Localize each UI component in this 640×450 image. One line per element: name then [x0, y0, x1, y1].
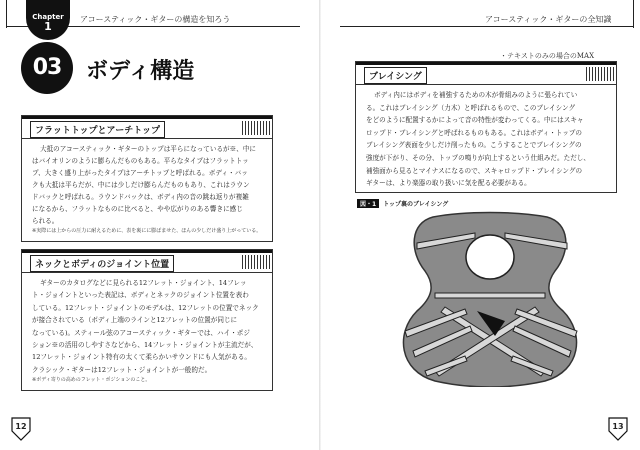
figure-caption: トップ裏のブレイシング — [383, 201, 449, 208]
decorative-stripes — [242, 121, 272, 135]
text-line: クラシック・ギターは12フレット・ジョイントが一般的だ。 — [32, 365, 212, 374]
page-number-text: 12 — [15, 422, 27, 431]
text-line: はバイオリンのように膨らんだものもある。平らなタイプはフラットトッ — [32, 157, 249, 165]
text-line: 強度が下がり、その分、トップの鳴りが向上するという仕組みだ。ただし、 — [366, 153, 590, 162]
text-line: になるから、フラットなものに比べると、やや広がりのある響きに感じ — [32, 205, 243, 213]
text-line: ドバックと呼ばれる。ラウンドバックは、ボディ内の音の跳ね返りが複雑 — [32, 193, 249, 201]
figure-key: 図・1 — [357, 199, 379, 208]
page-number-left — [11, 417, 31, 441]
box-header — [356, 62, 616, 85]
text-line: が接合されている（ボディ上端のラインと12フレットの位置が同じに — [32, 316, 238, 325]
section-title: ボディ構造 — [86, 59, 195, 84]
box-body — [22, 139, 272, 227]
guitar-bracing-illustration — [395, 211, 585, 387]
chapter-badge — [26, 0, 70, 40]
box-body — [22, 273, 272, 376]
box-bracing — [355, 61, 617, 193]
decorative-stripes — [242, 255, 272, 269]
box-title: ブレイシング — [364, 67, 427, 84]
text-line: ギターのカタログなどに見られる12フレット・ジョイント、14フレッ — [40, 279, 247, 287]
header-vertical-rule — [6, 0, 7, 28]
text-line: している。12フレット・ジョイントのモデルは、12フレットの位置でネック — [32, 303, 259, 312]
box-flattop — [21, 115, 273, 242]
figure-label — [357, 199, 448, 208]
footnote: ※ボディ寄りの高めのフレット・ポジションのこと。 — [32, 377, 151, 384]
box-title: ネックとボディのジョイント位置 — [30, 255, 174, 272]
running-head-left: アコースティック・ギターの構造を知ろう — [80, 15, 231, 24]
header-rule — [340, 26, 633, 27]
box-header — [22, 116, 272, 139]
text-line: ション※の活用のしやすさなどから、14フレット・ジョイントが主流だが、 — [32, 341, 258, 350]
chapter-label: Chapter — [32, 13, 64, 21]
chapter-number: 1 — [44, 20, 52, 33]
page-number-right — [608, 417, 628, 441]
page-number-text: 13 — [612, 422, 624, 431]
tagline: ・テキストのみの場合のMAX — [500, 52, 595, 60]
text-line: クも大抵は平らだが、中には少しだけ膨らんだものもあり、これはラウン — [32, 181, 250, 189]
section-number: 03 — [21, 42, 73, 94]
running-head-right: アコースティック・ギターの全知識 — [485, 15, 612, 24]
text-line: 補強面から見るとマイナスになるので、スキャロップド・ブレイシングの — [366, 166, 583, 175]
text-line: 12フレット・ジョイント特有の太くて柔らかいサウンドにも人気がある。 — [32, 353, 251, 362]
text-line: ブレイシング表面を少しだけ削ったもの。こうすることでブレイシングの — [366, 141, 582, 150]
header-vertical-rule — [633, 0, 634, 28]
text-line: なっている)。スティール弦のアコースティック・ギターでは、ハイ・ポジ — [32, 328, 250, 337]
text-line: ロップド・ブレイシングと呼ばれるものもある。これはボディ・トップの — [366, 128, 582, 137]
box-title: フラットトップとアーチトップ — [30, 121, 165, 138]
box-neck-joint — [21, 249, 273, 391]
text-line: プ、大きく盛り上がったタイプはアーチトップと呼ばれる。ボディ・バッ — [32, 169, 248, 177]
box-body — [356, 85, 616, 190]
text-line: ギターは、より楽器の取り扱いに気を配る必要がある。 — [366, 179, 531, 188]
text-line: 大抵のアコースティック・ギターのトップは平らになっているが※、中に — [40, 145, 257, 153]
footnote: ※実際には上からの圧力に耐えるために、表を裏にに膨ばませた、ほんの少しだけ盛り上がっている。 — [32, 228, 262, 234]
text-line: ト・ジョイントといった表記は、ボディとネックのジョイント位置を表わ — [32, 291, 249, 300]
decorative-stripes — [586, 67, 616, 81]
text-line: られる。 — [32, 217, 59, 225]
gutter — [319, 0, 321, 450]
text-line: をどのように配置するかによって音の特性が変わってくる。中にはスキャ — [366, 116, 584, 125]
text-line: ボディ内にはボディを補強するための木が骨組みのように張られてい — [374, 91, 578, 99]
box-header — [22, 250, 272, 273]
text-line: る。これはブレイシング（力木）と呼ばれるもので、このブレイシング — [366, 103, 576, 112]
